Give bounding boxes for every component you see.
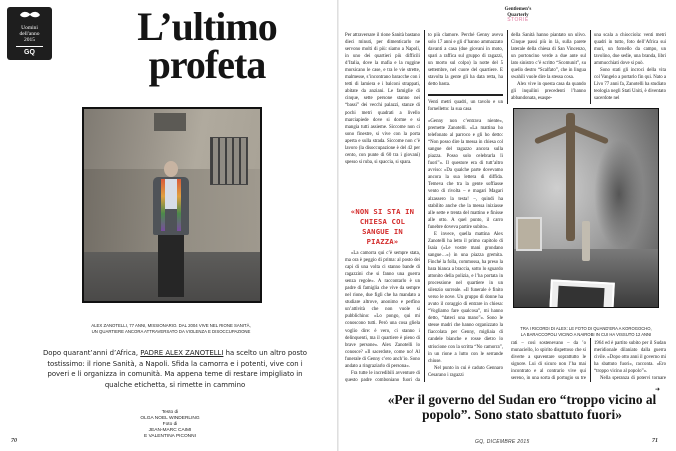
paragraph: 1964 ed è partito subito per il Sudan meridionale dilaniato dalla guerra civile. «Dopo otto anni il governo mi ha sbattuto fuori», racconta. «Ero “troppo vicino al popolo”». [594,341,666,375]
paragraph: rati – così sostenevano – da ’o munaciello, lo spirito dispettoso che si diverte a spaventare soprattutto le signore. Lui di sicuro non l’ha mai incontrato e al contrario vive qui sereno, in una sorta di portugio su tre [511,341,586,382]
uomini-dell-anno-badge [7,7,52,60]
title-line2: profeta [148,42,266,87]
paragraph: Alex vive in questa casa da quando gli inquilini precedenti l’hanno abbandonata, esaspe- [511,82,586,102]
credits-author: OLGA NOEL WINDERLING [140,416,200,421]
standfirst [40,348,310,391]
section-header [486,7,550,24]
crucifix-body [566,113,575,241]
pull-quote: «NON SI STA IN CHIESA COL SANGUE IN PIAZZA» [350,207,415,246]
mustache-icon [19,11,41,19]
credits-photographer-1: JEAN-MARC CAIMI [148,428,192,433]
column-divider [590,30,591,104]
crucifix-caption-line1: TRA I RICORDI DI ALEX: LE FOTO DI QUAND’ERA A KOROGOCHO, [520,326,652,331]
paragraph: to più clamore. Perché Genny aveva solo 17 anni e gli d’hanno ammazzato davanti a casa (due giovani in moto, spari a raffica sul gruppo di ragazzi, un morto sul colpo) la notte del 5 settembre, nel cuore del quartiere. E stavolta la gente gli ha data retta, ha detto basta. [428,33,503,88]
arrow-right-icon: ➜ [655,387,661,393]
paragraph: Sono stati gli incroci della vita col Vangelo a portarlo fin qui. Nato a Livo 77 anni fa, Zanotelli ha studiato teologia negli Stati Uniti, è diventato sacerdote nel [594,68,666,102]
crucifix-photo [513,108,659,308]
standfirst-subject-name: PADRE ALEX ZANOTELLI [140,349,224,357]
crucifix-caption [508,326,664,337]
paragraph: Nel punto in cui è caduto Gennaro Cesarano i ragazzi [428,365,503,378]
column-4-top [594,32,666,104]
photo-small-frame [516,217,542,251]
subheading: Venti metri quadri, un tavolo e un fornelletto: la sua casa [428,100,503,113]
page-number-left: 70 [11,438,17,444]
credits-text-label: Testo di [161,410,179,415]
paragraph: Per attraversare il rione Sanità bastano dieci minuti, per dimenticarlo ne servono molti di più: siamo a Napoli, in uno dei quartieri più difficili d’Italia, dove la mafia e la ruggine morsicano le case, e tra le vie strette, malmesse, s’incontrano baracche con i tetti di lamiera e i balconi strappati, abitate da anziani. Le famiglie di cinque, sette persone stanno nei “bassi” dei vecchi palazzi, stanze di pochi metri quadrati a livello marciapiede dove si dorme e si mangia tutti assieme. Siccome non ci sono finestre, si vive con la porta aperta e sulla strada. Siccome non c’è lavoro (la disoccupazione è del 42 per cento, con punte di 60 tra i giovani) spesso si ruba, si spaccia, si spara. [345,33,420,165]
column-divider [590,338,591,382]
paragraph: «La camorra qui c’è sempre stata, ma ora è peggio di prima: al posto dei capi di una volta ci stanno bande di ragazzini che si fanno una guerra senza regole». A raccontarlo è un padre di famiglia che vive da sempre nel rione, due figli che ha mandato a studiare altrove, anonimo e perfino un’attività che non vuole si pubblichino: «Lo pongo, qui mi conoscono tutti. Però una cosa gliela voglio dire: è vero, ci stanno i delinquenti, ma il quartiere è pieno di brave persone». Alex Zanotelli lo conosce? «Il sacerdote, come no! Al funerale di Genny c’ero anch’io. Sono andato a ringraziarlo di persona». [345,251,420,369]
subject-scarf-left [161,179,165,231]
column-1-bottom [345,250,420,382]
photo-bottle [582,221,590,261]
badge-text [7,25,52,43]
paragraph: E invece, quella mattina Alex Zanotelli ha letto il primo capitolo di Isaia («Le vostre mani grondano sangue…») in una piazza gremita. Finché la folla, commossa, ha preso la bara bianca a braccia, sotto lo sguardo attonito della polizia, e l’ha portata in processione nel quartiere in un silenzio surreale. «Il funerale è finito verso le nove. Un gruppo di donne ha avuto il coraggio di entrare in chiesa: “Vogliamo fare qualcosa”, mi hanno detto, “dateci una mano”». Sono le stesse madri che hanno organizzato la fiaccolata per Genny, migliaia di candele bianche e rosse dietro lo striscione con la scritta “No camorra”, in un rione a lutto con le serrande chiuse. [428,231,503,364]
header-line1: Gentlemen’s [504,7,532,12]
standfirst-body: ha scelto un altro posto tostissimo: il rione Sanità, a Napoli. Sfida la camorra e i potenti, vive con i poveri e li organizza in comunità. Ma appena teme di restare impigliato in qualche etichetta, si rimette in cammino [47,349,307,390]
column-3-top [511,32,586,104]
page-spine [337,0,339,451]
photo-subject [149,161,193,299]
badge-divider [16,46,43,47]
badge-line1: Uomini [21,25,38,31]
column-4-bottom [594,340,666,382]
subject-head [164,161,178,177]
header-line2: Quarterly [507,12,529,18]
subhead-rule [428,94,503,96]
section-label: STORIE [507,17,529,23]
title-line1: L’ultimo [137,4,277,49]
standfirst-intro: Dopo quarant’anni d’Africa, [43,349,141,357]
portrait-photo [82,107,262,303]
column-2-subhead [428,99,503,114]
photo-ac-unit [154,113,186,131]
paragraph: della Sanità hanno piantato un ulivo. Cinque passi più in là, sulla parete laterale della chiesa di San Vincenzo, un portoncino verde a due ante sul lato sinistro c’è scritto “Scomunit”, su quello destro “Scalfato”, che in lingua swahili vuole dire la stessa cosa. [511,33,586,81]
column-divider [507,30,508,104]
column-2-body [428,118,503,382]
credits-photographer-2: E VALENTINA PICONNI [144,434,196,439]
portrait-caption [78,323,264,335]
crucifix-caption-line2: LA BARACCOPOLI VICINO A NAIROBI IN CUI HA VISSUTO 12 ANNI [520,331,652,337]
footer-date: GQ, DICEMBRE 2015 [475,439,530,445]
page-number-right: 71 [652,438,658,444]
credits-photo-label: Foto di [162,422,178,427]
portrait-caption-line2: UN QUARTIERE ANCORA ATTRAVERSATO DA VIOLENZA E DISOCCUPAZIONE [91,329,251,334]
photo-shadow [594,139,644,249]
column-divider [424,30,425,382]
photo-barred-window [210,137,248,185]
column-1-top [345,32,420,202]
subject-legs [158,235,184,297]
column-3-bottom [511,340,586,382]
gq-logo: GQ [24,49,35,56]
article-title [82,4,332,87]
paragraph: una scala a chiocciola: venti metri quadri in tutto, foto dell’Africa sui muri, un fornello da campo, un tavolino, due sedie, una branda, libri ammucchiati dove si può. [594,33,666,67]
paragraph: «Genny non c’entrava niente», premette Zanotelli. «La mattina ho telefonato al parroco e gli ho detto: “Non posso dire la messa in chiesa col sangue del ragazzo ancora sulla piazza. Posso solo celebrarla lì fuori”». Il questore era di tutt’altro avviso: «Da qualche parte dovevamo ancora la sua lettera di diffida. Temeva che tra la gente soffiasse vento di rivolta – e magari Magari alzassero la testa! –, quindi ha stabilito anche che la messa iniziasse alle sette e trenta del mattino e finisse alle otto. A quel punto, il carro funebre doveva partire subito». [428,119,503,230]
photo-postcard [549,279,615,308]
portrait-caption-line1: ALEX ZANOTELLI, 77 ANNI, MISSIONARIO. DAL 2004 VIVE NEL RIONE SANITÀ, [91,323,251,328]
badge-line2: dell'anno [19,31,40,37]
subject-shirt [165,179,177,209]
paragraph: Nella speranza di potervi tornare [600,376,666,382]
column-2-top [428,32,503,92]
big-quote: «Per il governo del Sudan ero “troppo vicino al popolo”. Sono stato sbattuto fuori» [387,392,657,422]
subject-scarf-right [177,179,181,231]
paragraph: Fra tutte le incredibili avventure di questo padre comboniano fuori da [345,370,420,382]
credits [100,410,240,440]
badge-year: 2015 [24,37,35,43]
